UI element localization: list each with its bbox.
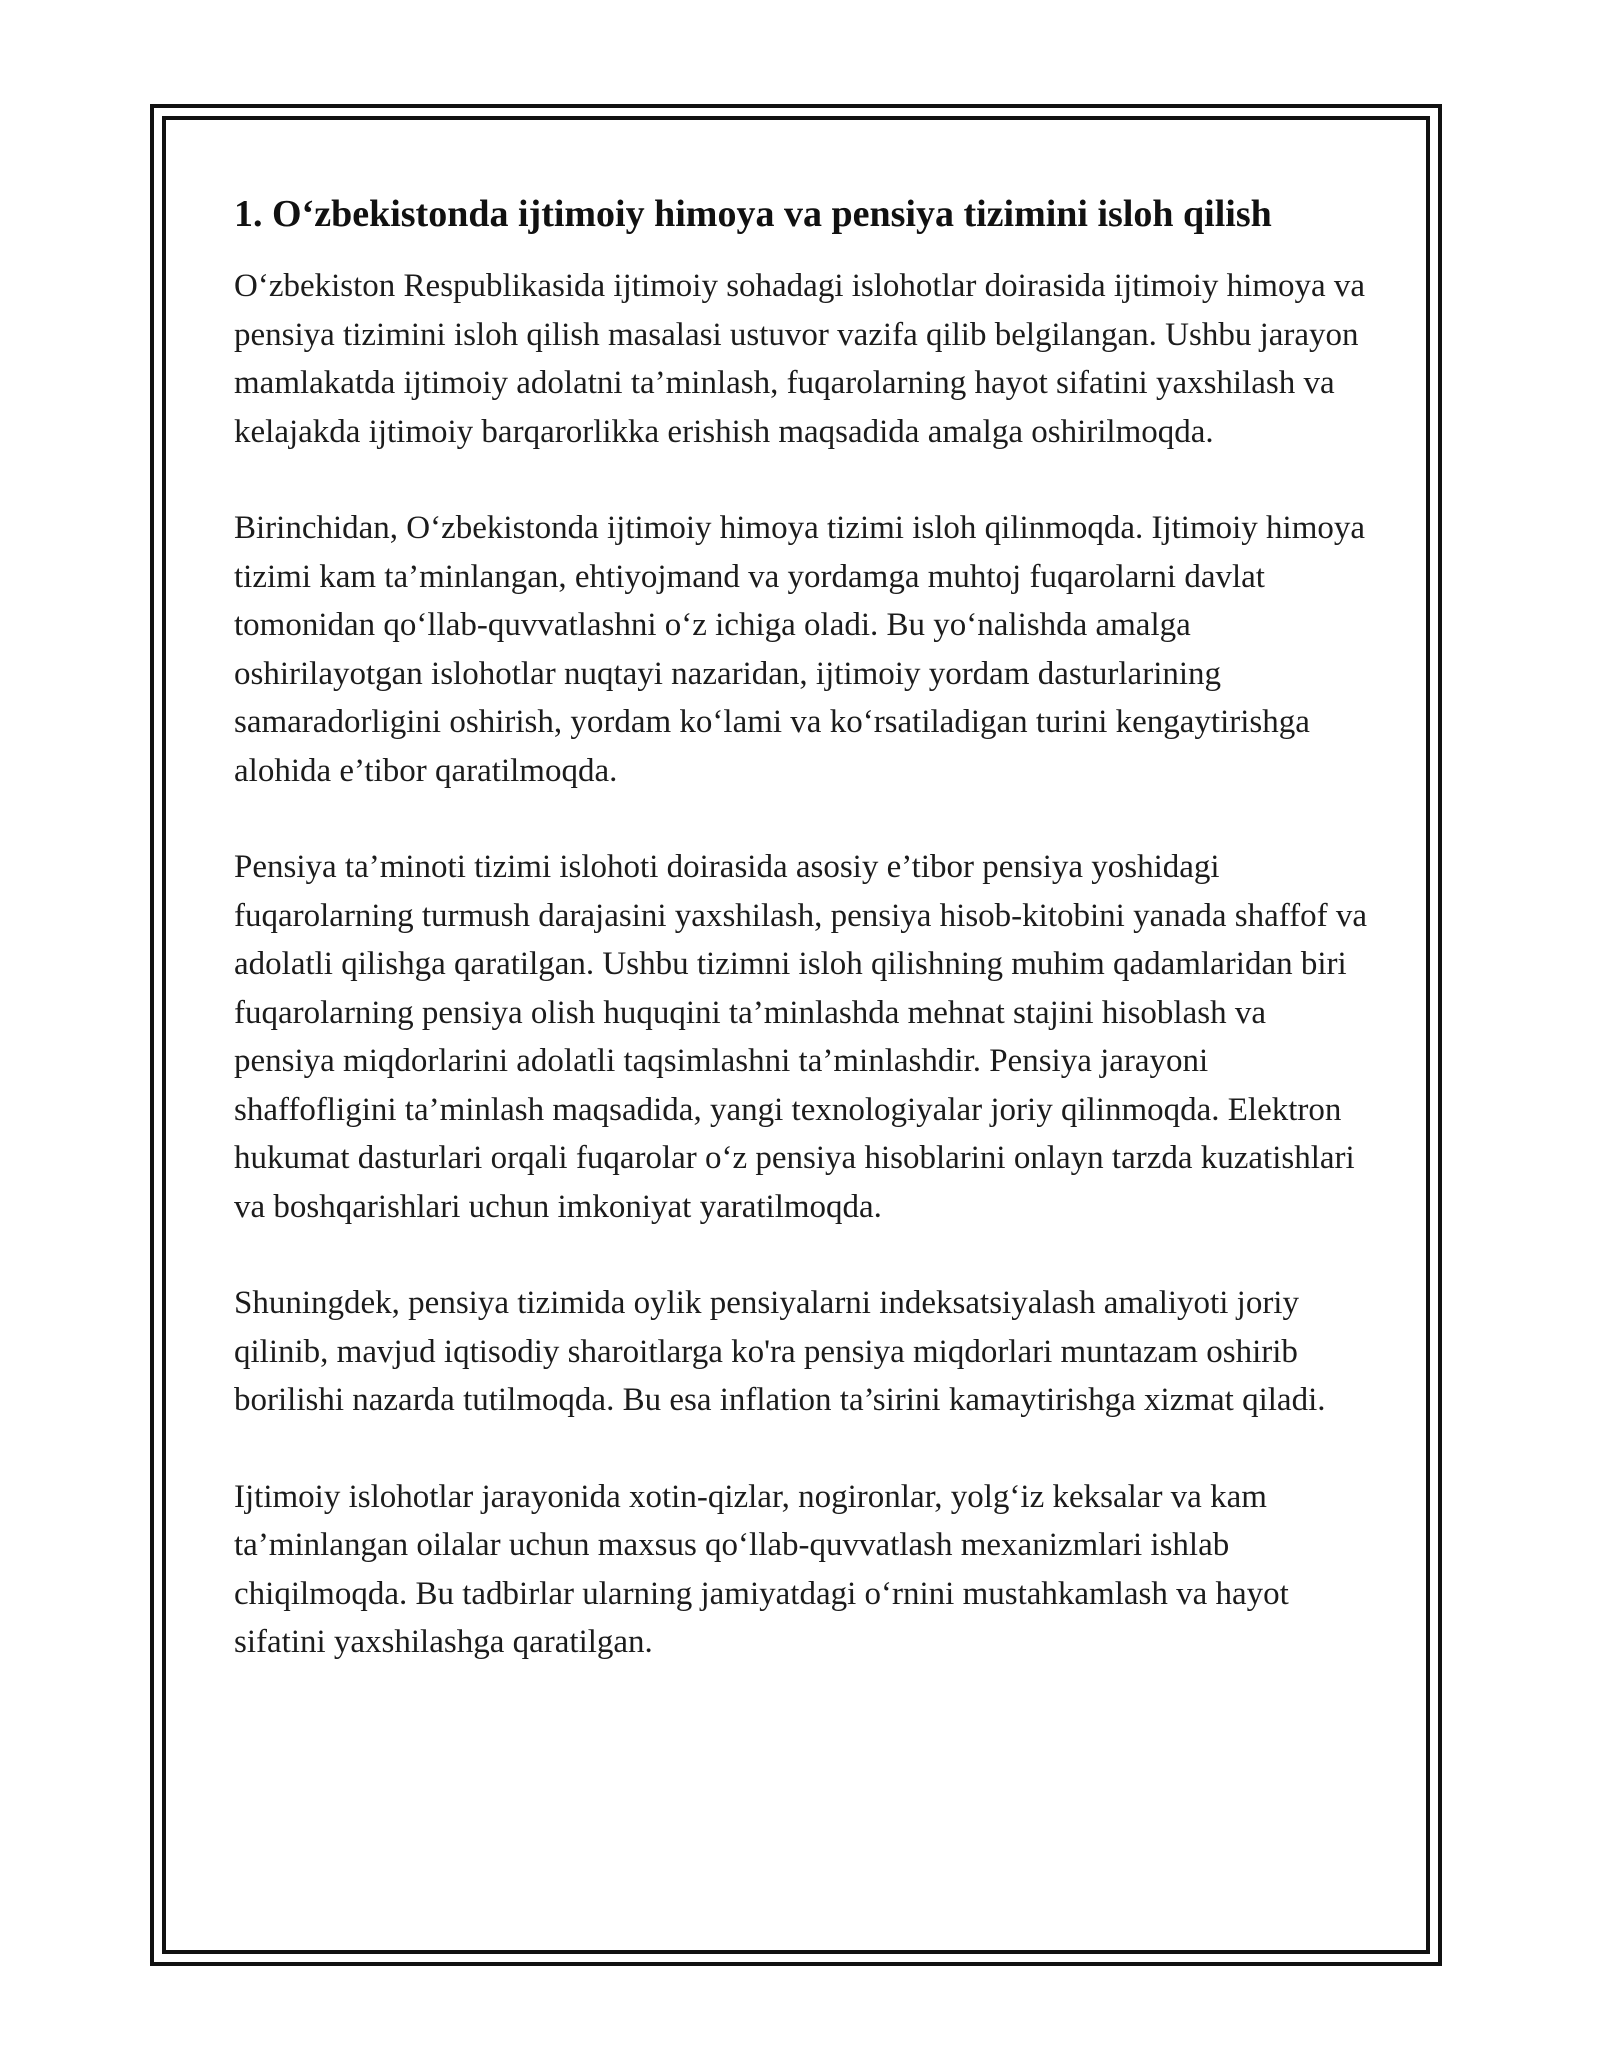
- section-heading: 1. O‘zbekistonda ijtimoiy himoya va pensiya tizimini isloh qilish: [234, 193, 1272, 235]
- paragraph-intro: O‘zbekiston Respublikasida ijtimoiy sohadagi islohotlar doirasida ijtimoiy himoya va pensiya tizimini isloh qilish masalasi ustuvor vazifa qilib belgilangan. Ushbu jarayon mamlakatda ijtimoiy adolatni ta’minlash, fuqarolarning hayot sifatini yaxshilash va kelajakda ijtimoiy barqarorlikka erishish maqsadida amalga oshirilmoqda.: [234, 268, 1366, 450]
- paragraph-indexation: Shuningdek, pensiya tizimida oylik pensiyalarni indeksatsiyalash amaliyoti joriy qilinib, mavjud iqtisodiy sharoitlarga ko'ra pensiya miqdorlari muntazam oshirib borilishi nazarda tutilmoqda. Bu esa inflation ta’sirini kamaytirishga xizmat qiladi.: [234, 1285, 1326, 1418]
- paragraph-social-protection: Birinchidan, O‘zbekistonda ijtimoiy himoya tizimi isloh qilinmoqda. Ijtimoiy himoya tizimi kam ta’minlangan, ehtiyojmand va yordamga muhtoj fuqarolarni davlat tomonidan qo‘llab-quvvatlashni o‘z ichiga oladi. Bu yo‘nalishda amalga oshirilayotgan islohotlar nuqtayi nazaridan, ijtimoiy yordam dasturlarining samaradorligini oshirish, yordam ko‘lami va ko‘rsatiladigan turini kengaytirishga alohida e’tibor qaratilmoqda.: [234, 510, 1366, 789]
- paragraph-support-mechanisms: Ijtimoiy islohotlar jarayonida xotin-qizlar, nogironlar, yolg‘iz keksalar va kam ta’minlangan oilalar uchun maxsus qo‘llab-quvvatlash mexanizmlari ishlab chiqilmoqda. Bu tadbirlar ularning jamiyatdagi o‘rnini mustahkamlash va hayot sifatini yaxshilashga qaratilgan.: [234, 1478, 1289, 1660]
- document-body: [234, 186, 1374, 1715]
- paragraph-pension-reform: Pensiya ta’minoti tizimi islohoti doirasida asosiy e’tibor pensiya yoshidagi fuqarolarning turmush darajasini yaxshilash, pensiya hisob-kitobini yanada shaffof va adolatli qilishga qaratilgan. Ushbu tizimni isloh qilishning muhim qadamlaridan biri fuqarolarning pensiya olish huquqini ta’minlashda mehnat stajini hisoblash va pensiya miqdorlarini adolatli taqsimlashni ta’minlashdir. Pensiya jarayoni shaffofligini ta’minlash maqsadida, yangi texnologiyalar joriy qilinmoqda. Elektron hukumat dasturlari orqali fuqarolar o‘z pensiya hisoblarini onlayn tarzda kuzatishlari va boshqarishlari uchun imkoniyat yaratilmoqda.: [234, 849, 1368, 1225]
